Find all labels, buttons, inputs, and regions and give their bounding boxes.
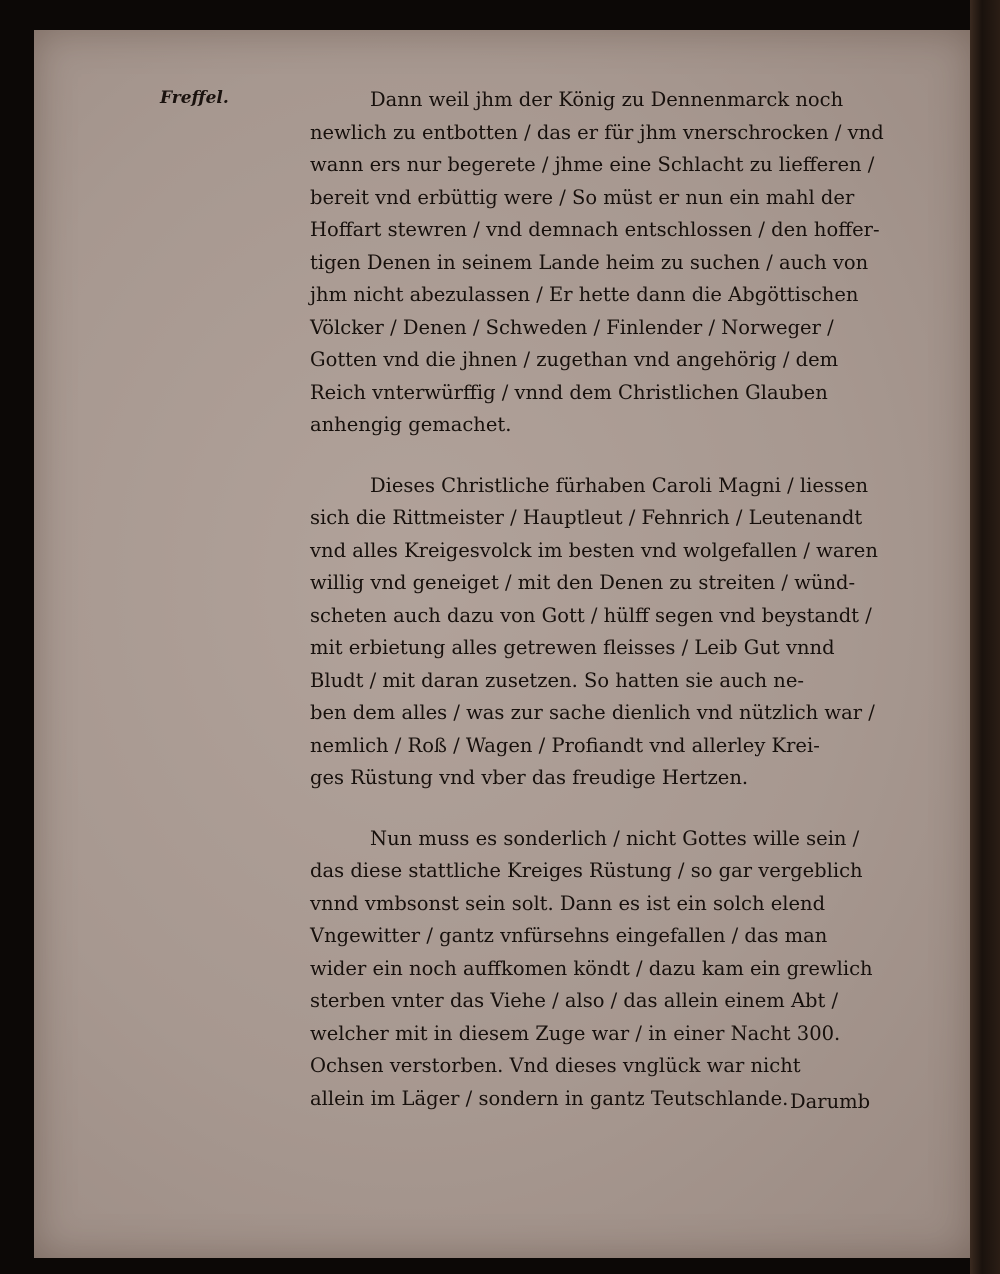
text-line: bereit vnd erbüttig were / So müst er nun ein mahl der: [310, 185, 855, 209]
text-line: Ochsen verstorben. Vnd dieses vnglück war nicht: [310, 1054, 801, 1077]
text-line: anhengig gemachet.: [310, 413, 512, 436]
paragraph-3: [310, 823, 910, 1116]
text-line: ges Rüstung vnd vber das freudige Hertzen.: [310, 766, 749, 789]
text-line: nemlich / Roß / Wagen / Profiandt vnd allerley Krei-: [310, 733, 820, 757]
body-text: [310, 84, 910, 1115]
book-binding: [970, 0, 1000, 1274]
text-line: ben dem alles / was zur sache dienlich vnd nützlich war /: [310, 701, 875, 724]
text-line: Völcker / Denen / Schweden / Finlender / Norweger /: [310, 315, 834, 339]
paragraph-2: [310, 470, 910, 795]
text-line: Vngewitter / gantz vnfürsehns eingefallen / das man: [310, 924, 828, 947]
text-line: Reich vnterwürffig / vnnd dem Christlichen Glauben: [310, 380, 828, 404]
text-line: mit erbietung alles getrewen fleisses / Leib Gut vnnd: [310, 636, 835, 659]
text-line: vnnd vmbsonst sein solt. Dann es ist ein solch elend: [310, 891, 826, 915]
text-line: willig vnd geneiget / mit den Denen zu streiten / wünd-: [310, 571, 856, 594]
text-line: Dann weil jhm der König zu Dennenmarck noch: [370, 88, 844, 111]
text-line: newlich zu entbotten / das er für jhm vnerschrocken / vnd: [310, 120, 884, 144]
text-line: welcher mit in diesem Zuge war / in einer Nacht 300.: [310, 1021, 841, 1045]
text-line: tigen Denen in seinem Lande heim zu suchen / auch von: [310, 250, 869, 274]
text-line: vnd alles Kreigesvolck im besten vnd wolgefallen / waren: [310, 538, 878, 562]
text-line: wider ein noch auffkomen köndt / dazu kam ein grewlich: [310, 956, 873, 980]
text-line: jhm nicht abezulassen / Er hette dann die Abgöttischen: [310, 283, 859, 306]
text-line: sich die Rittmeister / Hauptleut / Fehnrich / Leutenandt: [310, 506, 863, 529]
text-line: allein im Läger / sondern in gantz Teutschlande.: [310, 1086, 789, 1110]
text-line: Dieses Christliche fürhaben Caroli Magni / liessen: [370, 473, 869, 497]
text-line: das diese stattliche Kreiges Rüstung / so gar vergeblich: [310, 859, 863, 882]
text-line: wann ers nur begerete / jhme eine Schlacht zu liefferen /: [310, 153, 875, 176]
paragraph-1: [310, 84, 910, 442]
text-line: Nun muss es sonderlich / nicht Gottes wille sein /: [370, 826, 860, 850]
margin-note: Freffel.: [160, 88, 229, 108]
text-line: sterben vnter das Viehe / also / das allein einem Abt /: [310, 989, 839, 1012]
text-line: Hoffart stewren / vnd demnach entschlossen / den hoffer-: [310, 218, 880, 241]
catchword: Darumb: [790, 1090, 871, 1113]
text-line: Gotten vnd die jhnen / zugethan vnd angehörig / dem: [310, 348, 839, 371]
text-line: scheten auch dazu von Gott / hülff segen vnd beystandt /: [310, 603, 872, 627]
text-line: Bludt / mit daran zusetzen. So hatten sie auch ne-: [310, 668, 804, 692]
